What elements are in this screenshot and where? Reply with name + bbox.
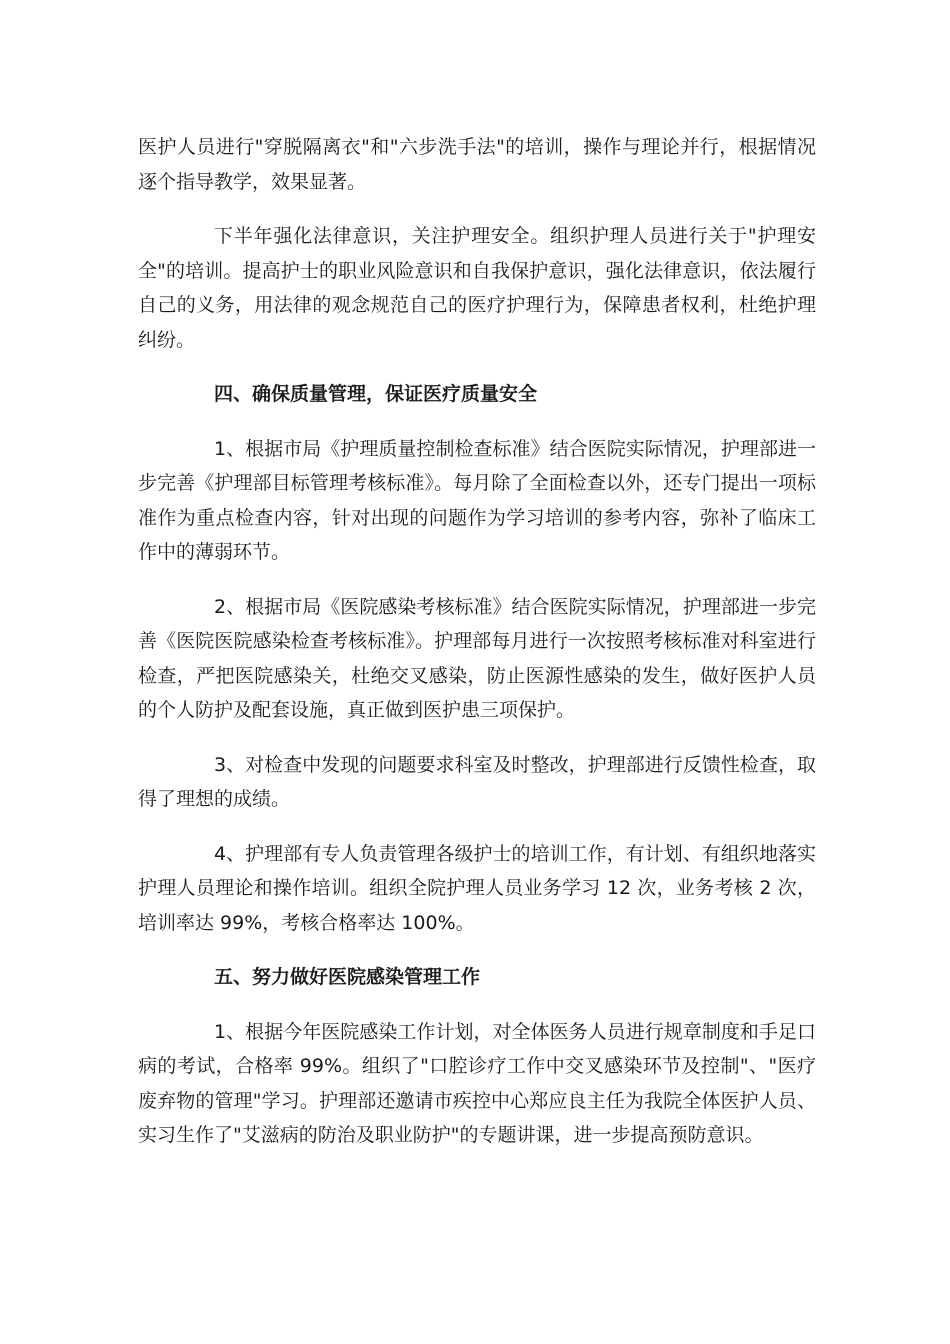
- paragraph-quality-item-1: 1、根据市局《护理质量控制检查标准》结合医院实际情况，护理部进一步完善《护理部目标管理考核标准》。每月除了全面检查以外，还专门提出一项标准作为重点检查内容，针对出现的问题作为学习培训的参考内容，弥补了临床工作中的薄弱环节。: [138, 437, 816, 563]
- paragraph-training-continued: 医护人员进行"穿脱隔离衣"和"六步洗手法"的培训，操作与理论并行，根据情况逐个指导教学，效果显著。: [138, 136, 816, 193]
- section-heading-infection: 五、努力做好医院感染管理工作: [214, 966, 481, 988]
- paragraph-legal-awareness: 下半年强化法律意识，关注护理安全。组织护理人员进行关于"护理安全"的培训。提高护士的职业风险意识和自我保护意识，强化法律意识，依法履行自己的义务，用法律的观念规范自己的医疗护理行为，保障患者权利，杜绝护理纠纷。: [138, 225, 816, 351]
- paragraph-infection-item-1: 1、根据今年医院感染工作计划，对全体医务人员进行规章制度和手足口病的考试，合格率 99%。组织了"口腔诊疗工作中交叉感染环节及控制"、"医疗废弃物的管理"学习。护理部还邀请市疾控中心郑应良主任为我院全体医护人员、实习生作了"艾滋病的防治及职业防护"的专题讲课，进一步提高预防意识。: [138, 1020, 816, 1146]
- document-page: [138, 130, 816, 1173]
- section-heading-quality: 四、确保质量管理，保证医疗质量安全: [214, 383, 538, 405]
- paragraph-quality-item-2: 2、根据市局《医院感染考核标准》结合医院实际情况，护理部进一步完善《医院医院感染检查考核标准》。护理部每月进行一次按照考核标准对科室进行检查，严把医院感染关，杜绝交叉感染，防止医源性感染的发生，做好医护人员的个人防护及配套设施，真正做到医护患三项保护。: [138, 595, 816, 721]
- paragraph-quality-item-3: 3、对检查中发现的问题要求科室及时整改，护理部进行反馈性检查，取得了理想的成绩。: [138, 753, 816, 810]
- paragraph-quality-item-4: 4、护理部有专人负责管理各级护士的培训工作，有计划、有组织地落实护理人员理论和操作培训。组织全院护理人员业务学习 12 次，业务考核 2 次，培训率达 99%，考核合格率达 100%。: [138, 842, 816, 934]
